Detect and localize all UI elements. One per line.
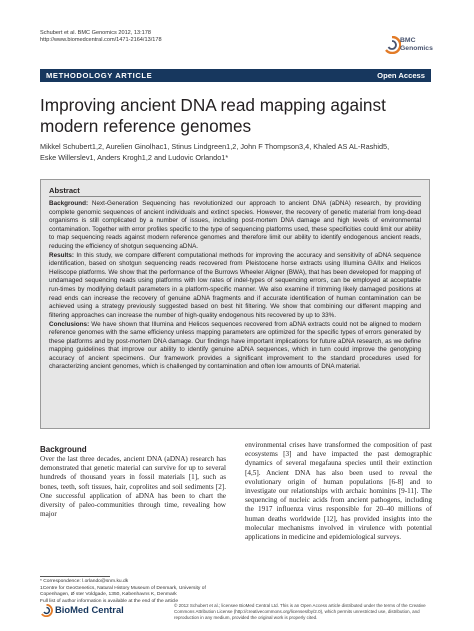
open-access-label: Open Access xyxy=(377,71,425,80)
title-line-2: modern reference genomes xyxy=(40,115,252,136)
abstract-heading: Abstract xyxy=(49,186,80,195)
bmc-swirl-icon xyxy=(383,36,401,54)
abstract-box xyxy=(40,179,430,429)
logo-line-2: Genomics xyxy=(400,45,433,52)
authors-line-2: Eske Willerslev1, Anders Krogh1,2 and Ludovic Orlando1* xyxy=(40,153,229,162)
article-title xyxy=(40,95,440,136)
conclusions-text: We have shown that Illumina and Helicos sequences recovered from aDNA extracts could not be aligned to modern reference genomes with the same efficiency unless mapping parameters are optimized for the specific types of errors generated by these platforms and by post-mortem DNA damage. Our findings have important implications for future aDNA research, as we define mapping guidelines that improve our ability to identify genuine aDNA sequences, which in turn could improve the genotyping accuracy of ancient specimens. Our framework provides a significant improvement to the standard procedures used for characterizing ancient genomes, which is challenged by contamination and often low amounts of DNA material. xyxy=(49,320,421,371)
abstract-conclusions xyxy=(49,321,421,372)
footnote-divider xyxy=(40,576,110,577)
article-type-bar xyxy=(40,69,431,82)
results-text: In this study, we compare different computational methods for improving the accuracy and sensitivity of aDNA sequence identification, based on shotgun sequencing reads recovered from Pleistocene horse extracts using Illumina GAIIx and Helicos Heliscope platforms. We show that the performance of the Burrows Wheeler Aligner (BWA), that has been developed for mapping of undamaged sequencing reads using platforms with low rates of indel-types of sequencing errors, can be employed at acceptable run-times by modifying default parameters in a platform-specific manner. We also examine if trimming likely damaged positions at read ends can increase the recovery of genuine aDNA fragments and if accurate identification of human contamination can be achieved using a strategy previously suggested based on best hit filtering. We show that combining our different mapping and filtering approaches can increase the number of high-quality endogenous hits recovered by up to 33%. xyxy=(49,251,422,319)
body-column-left xyxy=(40,445,226,519)
authors-line-1: Mikkel Schubert1,2, Aurelien Ginolhac1, Stinus Lindgreen1,2, John F Thompson3,4, Khaled AS AL-Rashid5, xyxy=(40,142,390,151)
results-label: Results: xyxy=(49,251,75,259)
biomed-central-swirl-icon xyxy=(40,604,53,617)
correspondence-note[interactable]: * Correspondence: l.orlando@snm.ku.dk xyxy=(40,579,129,584)
background-section-heading: Background xyxy=(40,445,87,454)
background-label: Background: xyxy=(49,200,89,207)
running-header xyxy=(40,30,162,44)
journal-logo-text xyxy=(400,37,433,53)
bmc-genomics-logo xyxy=(383,34,433,60)
body-left-text: Over the last three decades, ancient DNA (aDNA) research has demonstrated that genetic material can survive for up to several hundreds of thousand years in fossil materials [1], such as bones, teeth, soft tissues, hair, coprolites and soil sediments [2]. One successful application of aDNA has been to chart the diversity of paleo-communities through time, revealing how major xyxy=(40,455,226,519)
title-line-1: Improving ancient DNA read mapping against xyxy=(40,95,386,115)
abstract-results xyxy=(49,252,421,320)
author-list xyxy=(40,141,435,163)
abstract-background xyxy=(49,200,421,251)
abstract-divider xyxy=(49,196,421,197)
citation-line: Schubert et al. BMC Genomics 2012, 13:178 xyxy=(40,30,152,36)
publisher-name: BioMed Central xyxy=(55,604,124,615)
conclusions-label: Conclusions: xyxy=(49,320,90,328)
article-type-label: METHODOLOGY ARTICLE xyxy=(46,71,153,80)
body-right-text: environmental crises have transformed the composition of past ecosystems [3] and have impacted the past demographic dynamics of several megafauna species until their extinction [4,5]. Ancient DNA has also been used to reveal the evolutionary origin of human populations [6-8] and to investigate our relationships with archaic hominins [9-11]. The sequencing of nucleic acids from ancient pathogens, including the 1917 influenza virus responsible for 20–40 millions of human deaths worldwide [12], has provided insights into the molecular mechanisms involved in virulence with potential applications in medicine and epidemiological surveys. xyxy=(245,441,432,542)
footnotes xyxy=(40,579,226,605)
abstract-body xyxy=(49,200,421,372)
affiliation-note: 1Centre for GeoGenetics, Natural History Museum of Denmark, University of Copenhagen, Ø ster Voldgade, 1350, Københavns K, Denmark xyxy=(40,585,206,598)
logo-line-1: BMC xyxy=(400,37,416,44)
article-url[interactable]: http://www.biomedcentral.com/1471-2164/13/178 xyxy=(40,37,162,44)
background-text: Next-Generation Sequencing has revolutionized our approach to ancient DNA (aDNA) research, by providing complete genomic sequences of ancient individuals and extinct species. However, the recovery of genetic material from long-dead organisms is still complicated by a number of issues, including post-mortem DNA damage and high levels of environmental contamination. Together with error profiles specific to the type of sequencing platforms used, these specificities could limit our ability to map sequencing reads against modern reference genomes and therefore limit our ability to identify endogenous ancient reads, reducing the efficiency of shotgun sequencing aDNA. xyxy=(49,200,421,250)
biomed-central-logo xyxy=(40,603,150,617)
body-column-right xyxy=(245,441,432,542)
author-info-note: Full list of author information is available at the end of the article xyxy=(40,598,179,604)
license-text: © 2012 Schubert et al.; licensee BioMed Central Ltd. This is an Open Access article distributed under the terms of the Creative Commons Attribution License (http://creativecommons.org/licenses/by/2.0), which permits unrestricted use, distribution, and reproduction in any medium, provided the original work is properly cited. xyxy=(174,603,426,620)
